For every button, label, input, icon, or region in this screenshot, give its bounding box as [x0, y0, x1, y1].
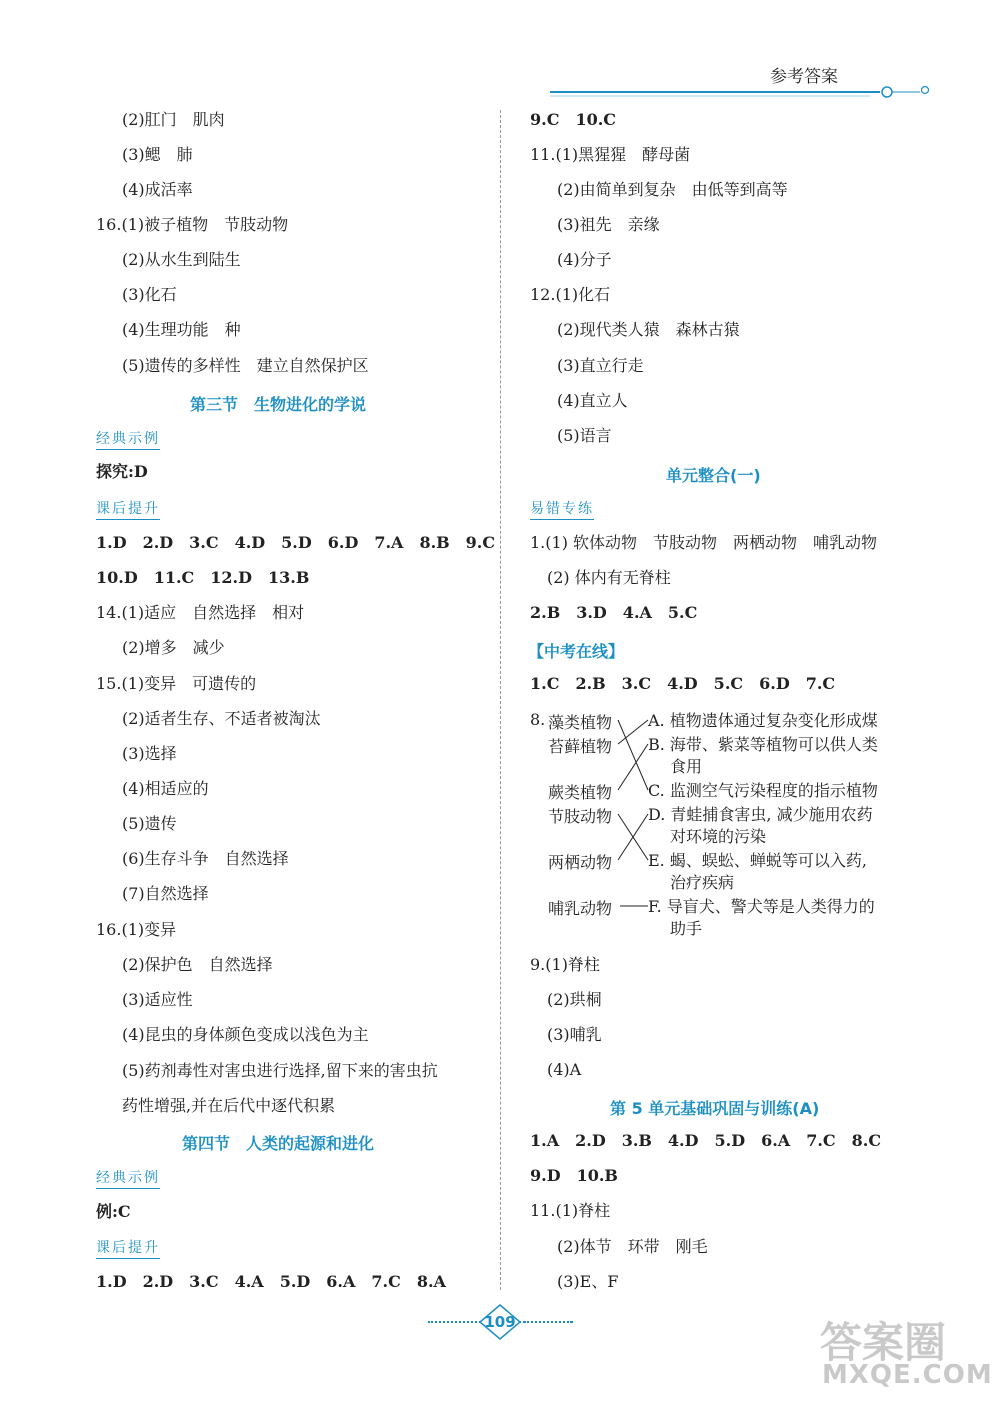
- match-right-item: A. 植物遗体通过复杂变化形成煤: [648, 711, 878, 730]
- answer-line: (4)成活率: [122, 180, 193, 199]
- match-right-item: C. 监测空气污染程度的指示植物: [648, 781, 878, 800]
- answer-line: (2)适者生存、不适者被淘汰: [122, 709, 321, 728]
- section-tag: 课后提升: [96, 1237, 160, 1259]
- answer-line: (3)适应性: [122, 990, 193, 1009]
- section-tag: 易错专练: [530, 498, 594, 520]
- answer-line: (3)化石: [122, 285, 177, 304]
- question-number: 8.: [530, 710, 546, 729]
- answer-line: (3)选择: [122, 744, 177, 763]
- match-left-item: 哺乳动物: [548, 899, 613, 918]
- answer-line: (2)肛门 肌肉: [122, 110, 225, 129]
- answer-line: 例:C: [96, 1202, 131, 1221]
- page-number: 109: [484, 1313, 516, 1331]
- answer-line: 1.D 2.D 3.C 4.D 5.D 6.D 7.A 8.B 9.C: [96, 533, 496, 552]
- answer-line: (2) 体内有无脊柱: [547, 568, 671, 587]
- answer-line: 1.D 2.D 3.C 4.A 5.D 6.A 7.C 8.A: [96, 1272, 446, 1291]
- answer-line: 12.(1)化石: [530, 285, 611, 304]
- answer-line: 11.(1)脊柱: [530, 1201, 611, 1220]
- answer-line: (5)遗传: [122, 814, 177, 833]
- answer-line: (5)药剂毒性对害虫进行选择,留下来的害虫抗: [122, 1061, 438, 1080]
- answer-line: 15.(1)变异 可遗传的: [96, 674, 257, 693]
- answer-line: (3)E、F: [557, 1272, 619, 1291]
- answer-line: 16.(1)变异: [96, 920, 177, 939]
- answer-line: (5)遗传的多样性 建立自然保护区: [122, 356, 369, 375]
- match-right-item: 助手: [670, 919, 703, 938]
- match-right-item: B. 海带、紫菜等植物可以供人类: [648, 735, 878, 754]
- answer-line: 16.(1)被子植物 节肢动物: [96, 215, 289, 234]
- answer-line: (4)生理功能 种: [122, 320, 241, 339]
- watermark-logo: 答案圈: [820, 1318, 947, 1367]
- answer-line: (3)直立行走: [557, 356, 644, 375]
- section-tag: 经典示例: [96, 1167, 160, 1189]
- header-title: 参考答案: [770, 67, 838, 87]
- answer-line: 9.C 10.C: [530, 110, 617, 129]
- section-title: 第三节 生物进化的学说: [190, 395, 367, 414]
- answer-line: 1.C 2.B 3.C 4.D 5.C 6.D 7.C: [530, 674, 836, 693]
- header-decoration: [540, 82, 940, 102]
- column-divider: [500, 110, 501, 1290]
- answer-line: 1.(1) 软体动物 节肢动物 两栖动物 哺乳动物: [530, 533, 878, 552]
- matching-diagram: [548, 710, 968, 950]
- answer-line: (2)体节 环带 刚毛: [557, 1237, 708, 1256]
- section-title: 单元整合(一): [666, 466, 761, 485]
- answer-line: (2)珙桐: [547, 990, 602, 1009]
- answer-line: (4)相适应的: [122, 779, 209, 798]
- match-right-item: 治疗疾病: [670, 873, 735, 892]
- answer-line: (3)祖先 亲缘: [557, 215, 660, 234]
- match-left-item: 蕨类植物: [548, 783, 613, 802]
- match-left-item: 两栖动物: [548, 853, 613, 872]
- section-tag: 【中考在线】: [528, 642, 625, 661]
- answer-line: (2)由简单到复杂 由低等到高等: [557, 180, 788, 199]
- section-title: 第四节 人类的起源和进化: [182, 1134, 375, 1153]
- answer-line: 药性增强,并在后代中逐代积累: [122, 1096, 336, 1115]
- answer-line: (4)昆虫的身体颜色变成以浅色为主: [122, 1025, 369, 1044]
- section-title: 第 5 单元基础巩固与训练(A): [610, 1099, 820, 1118]
- answer-line: 9.D 10.B: [530, 1166, 618, 1185]
- answer-line: (3)鳃 肺: [122, 145, 193, 164]
- match-left-item: 苔藓植物: [548, 737, 613, 756]
- match-left-item: 藻类植物: [548, 713, 613, 732]
- answer-line: (5)语言: [557, 426, 612, 445]
- answer-line: 2.B 3.D 4.A 5.C: [530, 603, 698, 622]
- answer-line: (4)A: [547, 1060, 582, 1079]
- section-tag: 课后提升: [96, 498, 160, 520]
- match-right-item: F. 导盲犬、警犬等是人类得力的: [648, 897, 875, 916]
- section-tag: 经典示例: [96, 428, 160, 450]
- answer-line: 14.(1)适应 自然选择 相对: [96, 603, 305, 622]
- answer-line: (6)生存斗争 自然选择: [122, 849, 289, 868]
- answer-line: 探究:D: [96, 462, 148, 481]
- match-left-item: 节肢动物: [548, 807, 613, 826]
- answer-line: (2)现代类人猿 森林古猿: [557, 320, 740, 339]
- answer-line: 1.A 2.D 3.B 4.D 5.D 6.A 7.C 8.C: [530, 1131, 882, 1150]
- match-right-item: E. 蝎、蜈蚣、蝉蜕等可以入药,: [648, 851, 867, 870]
- footer-dots-right: [524, 1321, 572, 1323]
- answer-line: (2)从水生到陆生: [122, 250, 241, 269]
- answer-line: (2)增多 减少: [122, 638, 225, 657]
- answer-line: 11.(1)黑猩猩 酵母菌: [530, 145, 691, 164]
- match-right-item: D. 青蛙捕食害虫, 减少施用农药: [648, 805, 873, 824]
- answer-line: (3)哺乳: [547, 1025, 602, 1044]
- answer-line: 9.(1)脊柱: [530, 955, 600, 974]
- watermark-url: MXQE.COM: [822, 1360, 993, 1390]
- match-right-item: 对环境的污染: [670, 827, 767, 846]
- answer-line: (7)自然选择: [122, 884, 209, 903]
- answer-line: (2)保护色 自然选择: [122, 955, 273, 974]
- answer-line: (4)直立人: [557, 391, 628, 410]
- answer-line: (4)分子: [557, 250, 612, 269]
- answer-line: 10.D 11.C 12.D 13.B: [96, 568, 310, 587]
- match-right-item: 食用: [670, 757, 703, 776]
